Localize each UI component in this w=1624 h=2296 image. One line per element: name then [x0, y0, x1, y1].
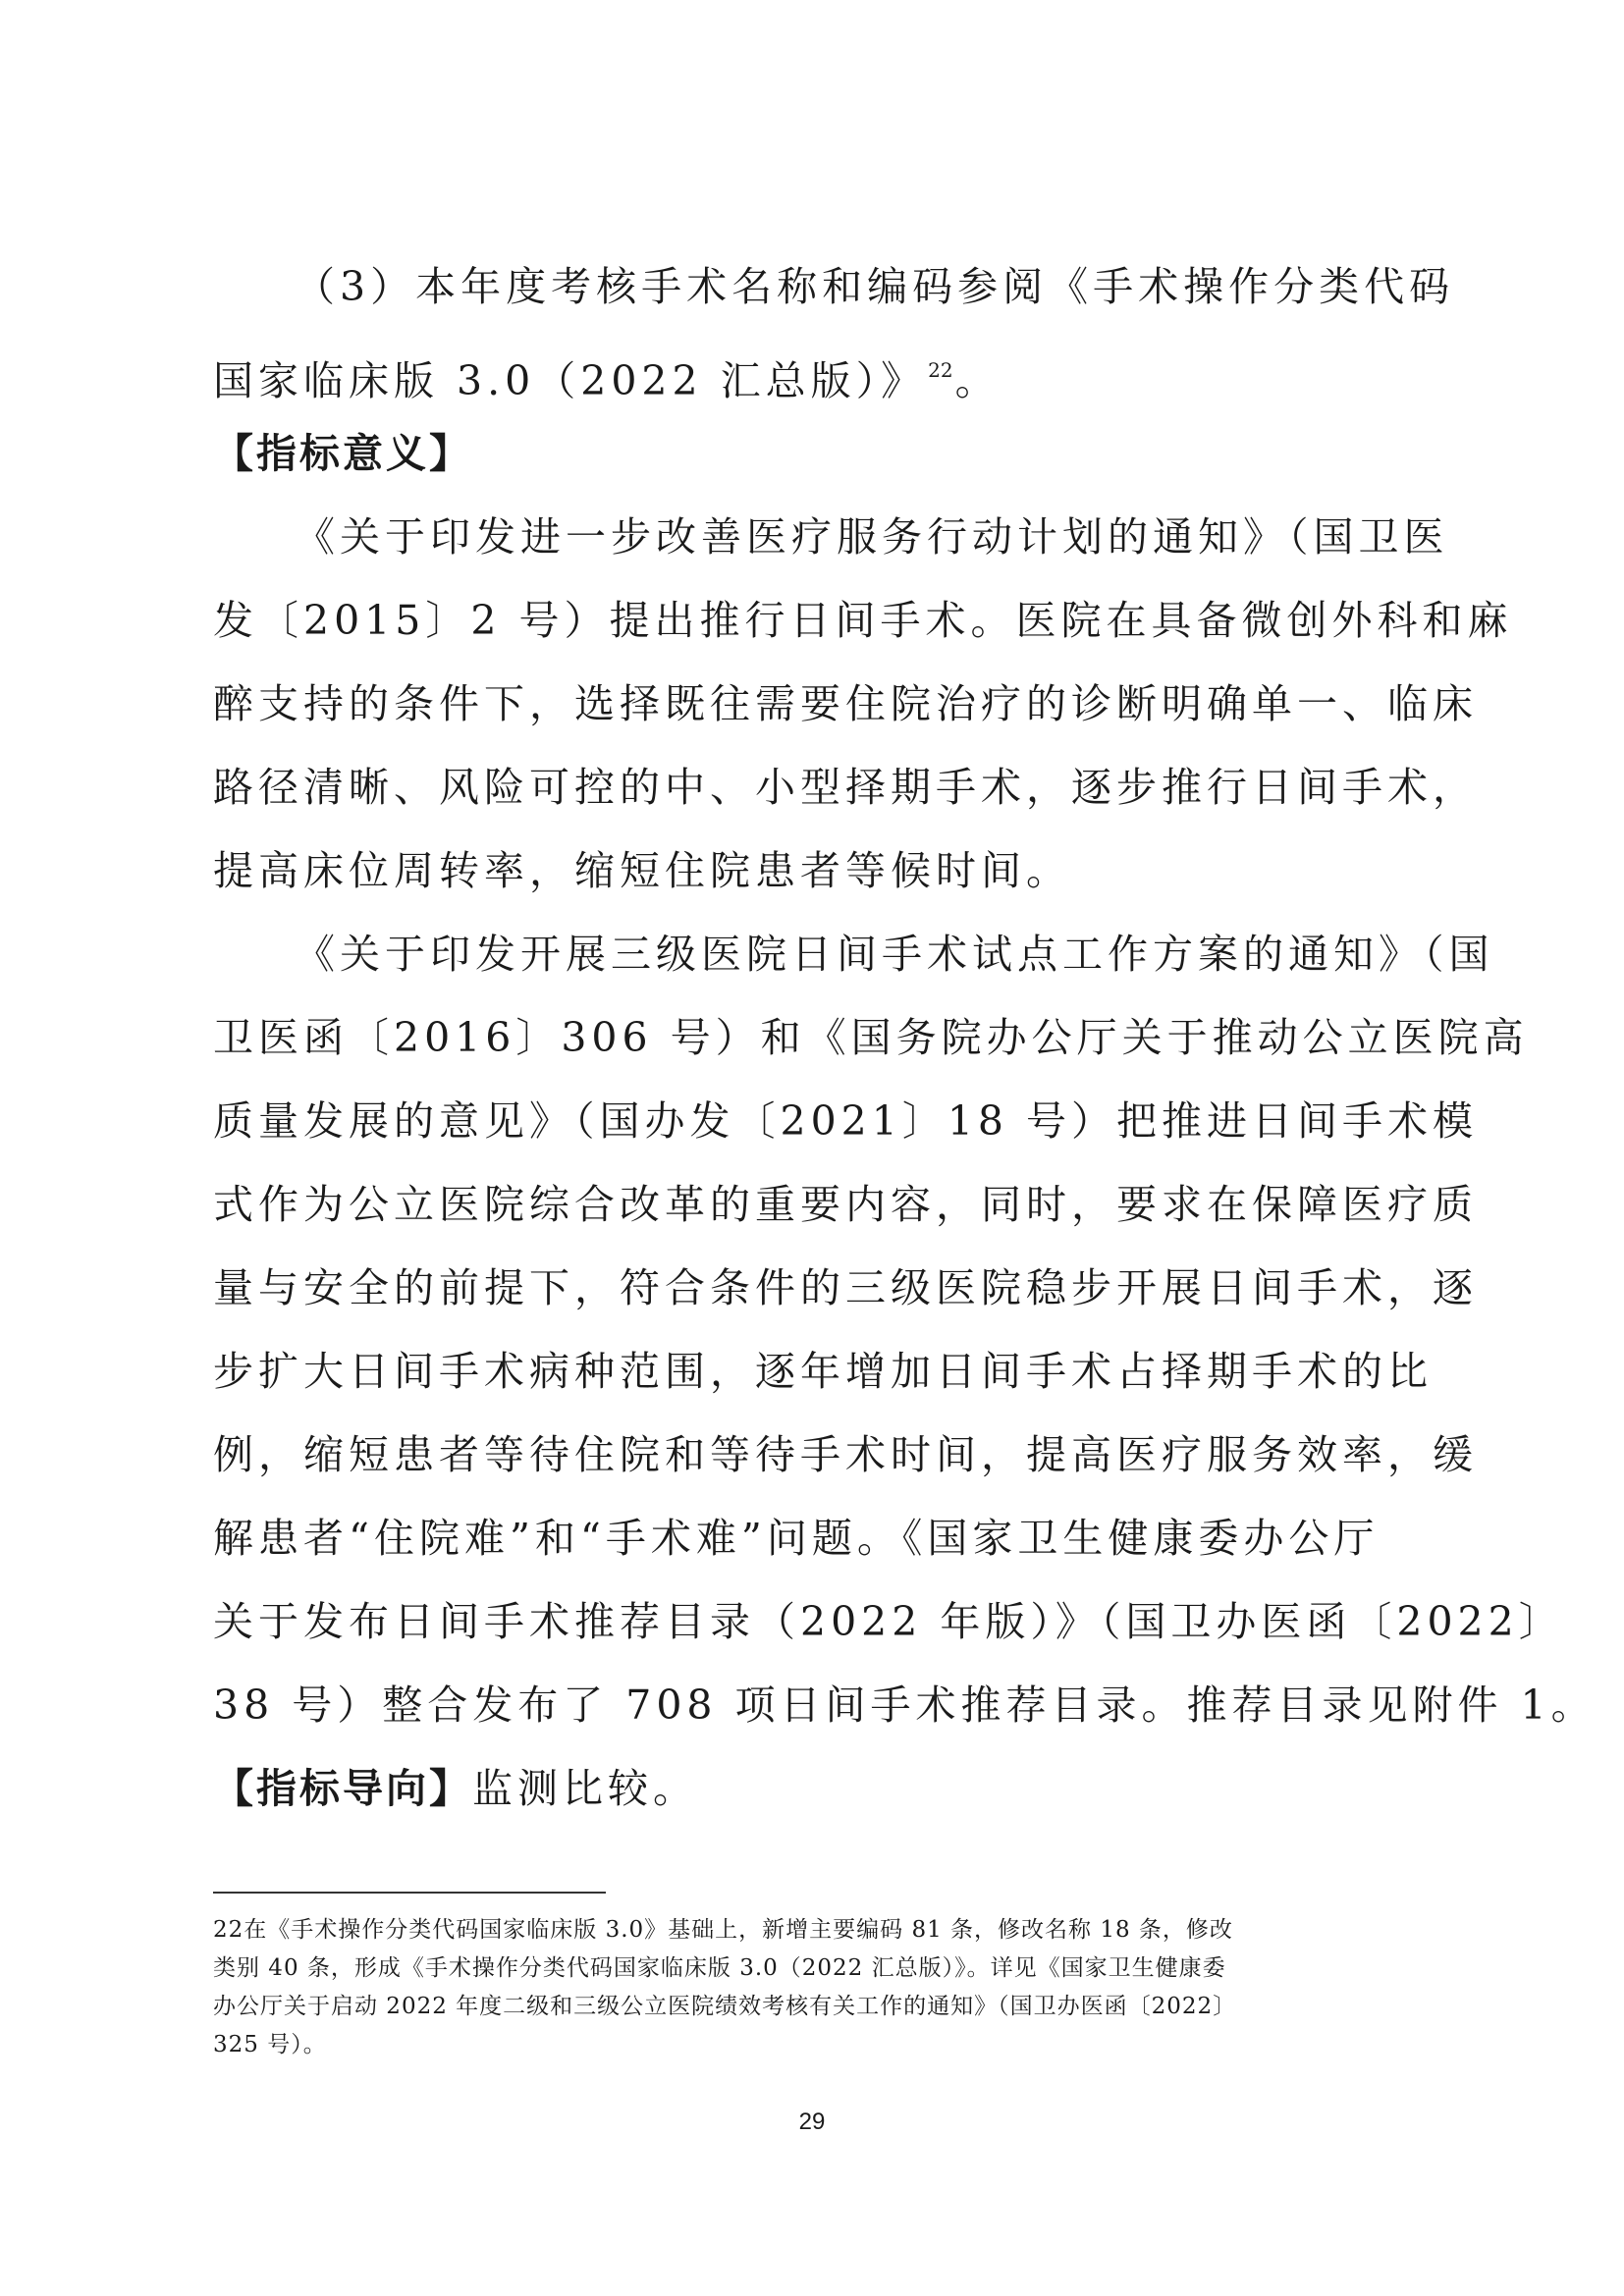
- footnote-line-3: 办公厅关于启动 2022 年度二级和三级公立医院绩效考核有关工作的通知》（国卫办医函〔2022〕: [213, 1994, 1237, 2019]
- para1-line-1: 《关于印发进一步改善医疗服务行动计划的通知》（国卫医: [295, 513, 1449, 561]
- para1-line-2: 发〔2015〕2 号）提出推行日间手术。医院在具备微创外科和麻: [213, 597, 1513, 644]
- heading-significance: 【指标意义】: [213, 430, 472, 477]
- heading-orientation: 【指标导向】: [213, 1765, 472, 1812]
- para2-line-4: 式作为公立医院综合改革的重要内容，同时，要求在保障医疗质: [213, 1181, 1478, 1228]
- para2-line-7: 例，缩短患者等待住院和等待手术时间，提高医疗服务效率，缓: [213, 1431, 1478, 1478]
- para2-line-9: 关于发布日间手术推荐目录（2022 年版）》（国卫办医函〔2022〕: [213, 1598, 1564, 1645]
- footnote-line-4: 325 号）。: [213, 2032, 327, 2057]
- para2-line-3: 质量发展的意见》（国办发〔2021〕18 号）把推进日间手术模: [213, 1097, 1479, 1145]
- para1-line-4: 路径清晰、风险可控的中、小型择期手术，逐步推行日间手术，: [213, 764, 1478, 811]
- para2-line-5: 量与安全的前提下，符合条件的三级医院稳步开展日间手术，逐: [213, 1264, 1478, 1311]
- page-number: 29: [798, 2109, 826, 2135]
- para1-line-5: 提高床位周转率，缩短住院患者等候时间。: [213, 847, 1071, 894]
- para2-line-6: 步扩大日间手术病种范围，逐年增加日间手术占择期手术的比: [213, 1348, 1433, 1395]
- para2-line-8: 解患者“住院难”和“手术难”问题。《国家卫生健康委办公厅: [213, 1515, 1380, 1562]
- footnote-divider: [213, 1892, 606, 1894]
- para1-line-3: 醉支持的条件下，选择既往需要住院治疗的诊断明确单一、临床: [213, 680, 1478, 727]
- heading-orientation-line: [213, 1759, 1431, 1818]
- para2-line-1: 《关于印发开展三级医院日间手术试点工作方案的通知》（国: [295, 931, 1494, 978]
- orientation-text: 监测比较。: [472, 1765, 698, 1812]
- footnote-ref-22[interactable]: 22: [928, 358, 953, 382]
- body-line-2-tail: 。: [954, 357, 1001, 404]
- body-line-1: （3）本年度考核手术名称和编码参阅《手术操作分类代码: [295, 263, 1455, 310]
- body-line-2: [213, 341, 1431, 404]
- body-line-2-text: 国家临床版 3.0（2022 汇总版）》: [213, 357, 927, 404]
- para2-line-2: 卫医函〔2016〕306 号）和《国务院办公厅关于推动公立医院高: [213, 1014, 1529, 1061]
- footnote-line-2: 类别 40 条，形成《手术操作分类代码国家临床版 3.0（2022 汇总版）》。详见《国家卫生健康委: [213, 1955, 1226, 1981]
- para2-line-10: 38 号）整合发布了 708 项日间手术推荐目录。推荐目录见附件 1。: [213, 1682, 1597, 1729]
- footnote-line-1: 22在《手术操作分类代码国家临床版 3.0》基础上，新增主要编码 81 条，修改名称 18 条，修改: [213, 1917, 1233, 1943]
